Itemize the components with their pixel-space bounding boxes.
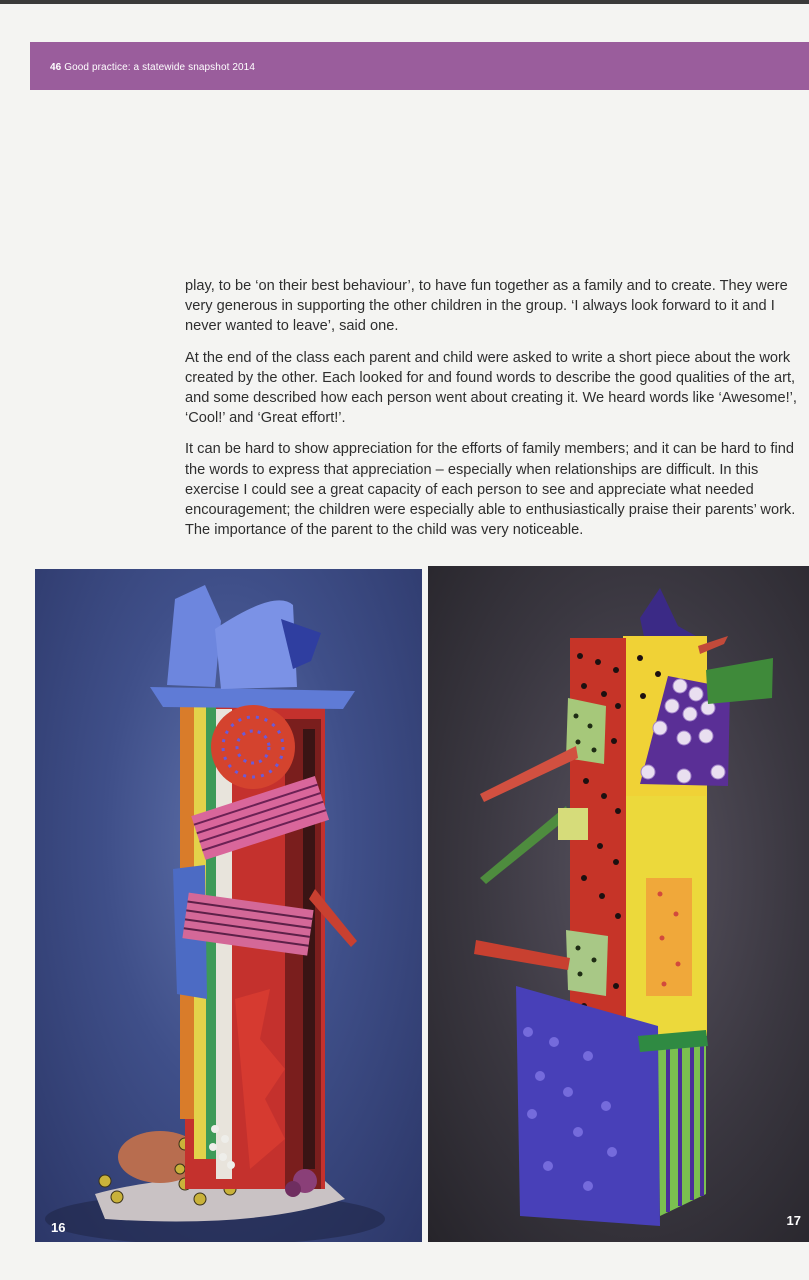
sculpture-photo-left [35, 569, 422, 1242]
body-text [185, 276, 806, 551]
paragraph: At the end of the class each parent and child were asked to write a short piece about the work created by the other. Each looked for and found words to describe the good qualities of the art, and some described how each person went about creating it. We heard words like ‘Awesome!’, ‘Cool!’ and ‘Great effort!’. [185, 349, 797, 427]
paragraph: It can be hard to show appreciation for the efforts of family members; and it can be hard to find the words to express that appreciation – especially when relationships are difficult. In this exercise I could see a great capacity of each person to see and appreciate what needed encouragement; the children were especially able to enthusiastically praise their parents’ work. The importance of the parent to the child was very noticeable. [185, 441, 796, 539]
running-header [50, 62, 255, 73]
top-edge-shadow [0, 0, 809, 4]
sculpture-left-illustration [35, 569, 422, 1242]
header-page-number: 46 [50, 62, 62, 73]
sculpture-photo-right [428, 566, 809, 1242]
sculpture-right-illustration [428, 566, 809, 1242]
photo-number-right: 17 [786, 1213, 801, 1228]
paragraph: play, to be ‘on their best behaviour’, to have fun together as a family and to create. They were very generous in supporting the other children in the group. ‘I always look forward to it and I never wanted to leave’, said one. [185, 278, 788, 335]
header-title: Good practice: a statewide snapshot 2014 [64, 62, 256, 73]
header-band [30, 42, 809, 90]
photo-number-left: 16 [51, 1220, 66, 1235]
